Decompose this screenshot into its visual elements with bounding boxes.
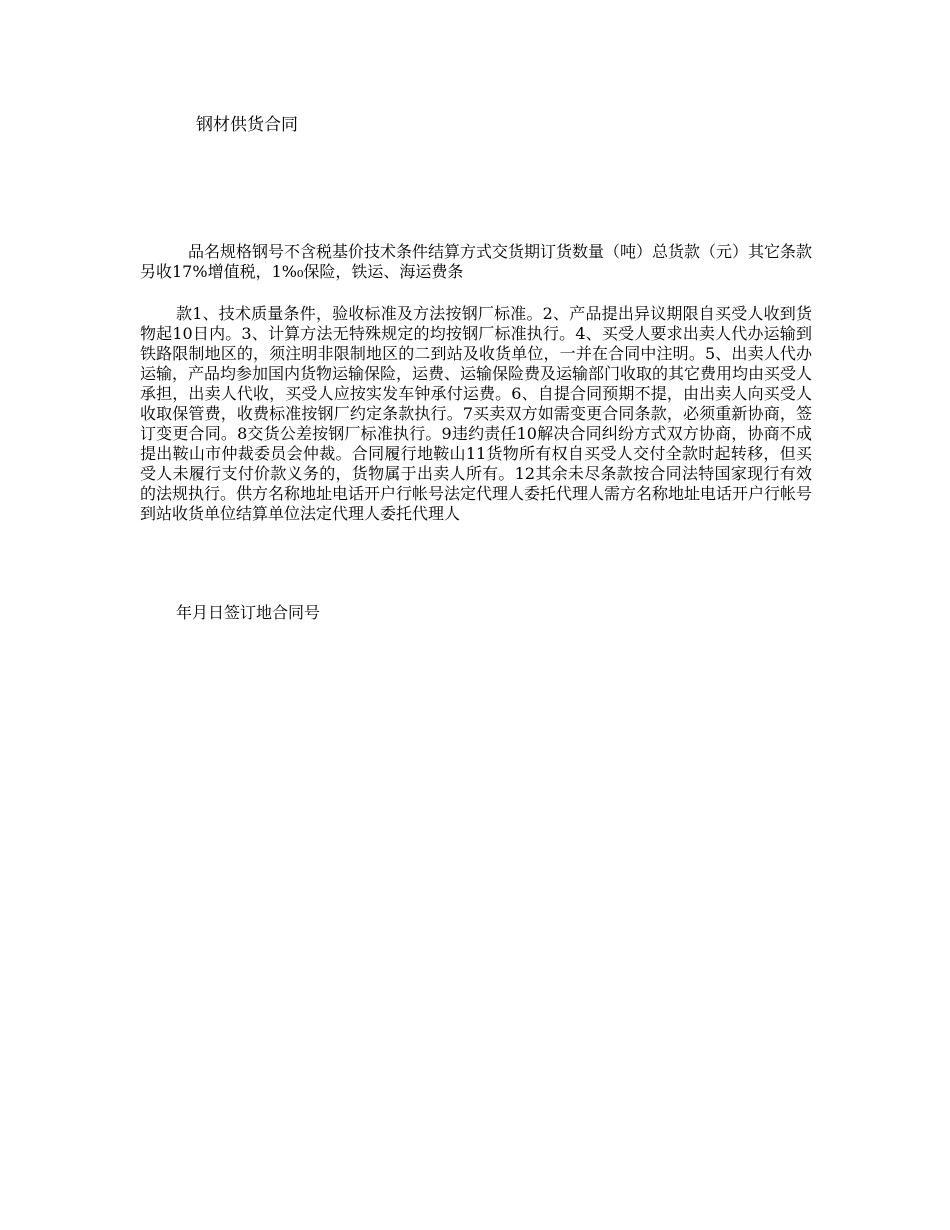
paragraph-signing-info: 年月日签订地合同号: [176, 603, 321, 622]
paragraph-contract-clauses: 款1、技术质量条件，验收标准及方法按钢厂标准。2、产品提出异议期限自买受人收到货物起10日内。3、计算方法无特殊规定的均按钢厂标准执行。4、买受人要求出卖人代办运输到铁路限制地区的，须注明非限制地区的二到站及收货单位，一并在合同中注明。5、出卖人代办运输，产品均参加国内货物运输保险，运费、运输保险费及运输部门收取的其它费用均由买受人承担，出卖人代收，买受人应按实发车钟承付运费。6、自提合同预期不提，由出卖人向买受人收取保管费，收费标准按钢厂约定条款执行。7买卖双方如需变更合同条款，必须重新协商，签订变更合同。8交货公差按钢厂标准执行。9违约责任10解决合同纠纷方式双方协商，协商不成提出鞍山市仲裁委员会仲裁。合同履行地鞍山11货物所有权自买受人交付全款时起转移，但买受人未履行支付价款义务的，货物属于出卖人所有。12其余未尽条款按合同法特国家现行有效的法规执行。供方名称地址电话开户行帐号法定代理人委托代理人需方名称地址电话开户行帐号到站收货单位结算单位法定代理人委托代理人: [140, 304, 813, 523]
paragraph-product-terms: 品名规格钢号不含税基价技术条件结算方式交货期订货数量（吨）总货款（元）其它条款另收17%增值税，1%₀保险，铁运、海运费条: [140, 242, 813, 281]
document-title: 钢材供货合同: [196, 115, 298, 135]
